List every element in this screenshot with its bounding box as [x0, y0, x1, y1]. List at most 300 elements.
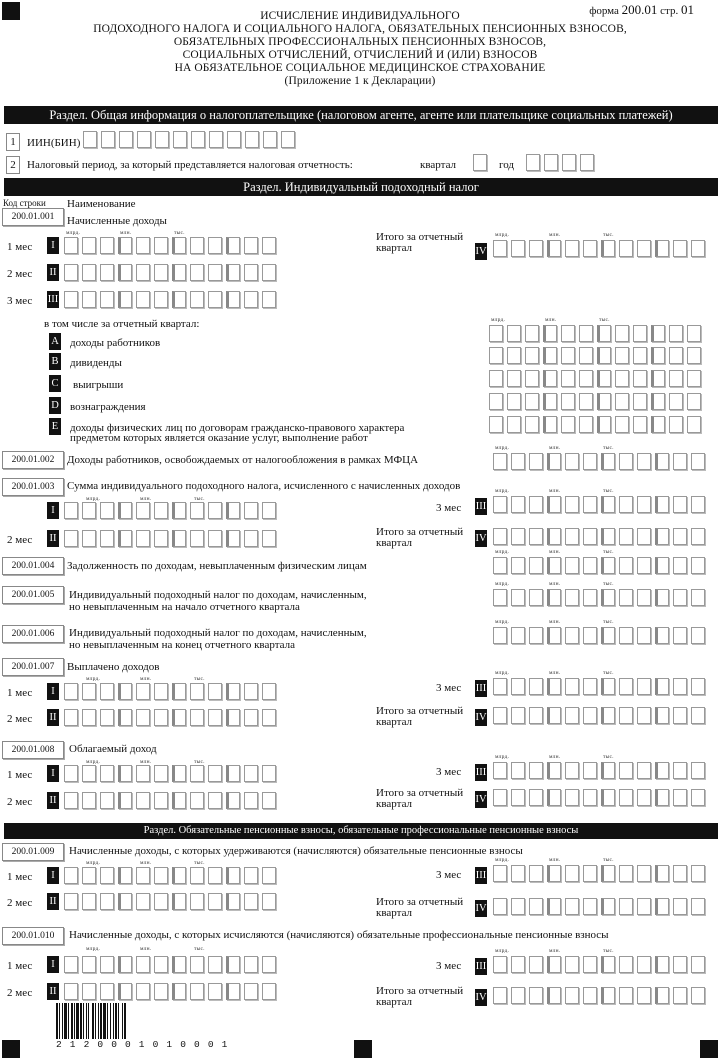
digit-cell[interactable]: [511, 865, 525, 882]
digit-cell[interactable]: [651, 370, 665, 387]
line005-cells[interactable]: [493, 589, 709, 606]
digit-cell[interactable]: [547, 496, 561, 513]
digit-cell[interactable]: [637, 240, 651, 257]
digit-cell[interactable]: [262, 683, 276, 700]
digit-cell[interactable]: [637, 589, 651, 606]
quarter-cell[interactable]: [473, 154, 491, 171]
digit-cell[interactable]: [493, 557, 507, 574]
digit-cell[interactable]: [673, 557, 687, 574]
digit-cell[interactable]: [281, 131, 295, 148]
digit-cell[interactable]: [489, 416, 503, 433]
digit-cell[interactable]: [507, 347, 521, 364]
digit-cell[interactable]: [619, 707, 633, 724]
line007-month3-cells[interactable]: [493, 678, 709, 695]
digit-cell[interactable]: [547, 956, 561, 973]
digit-cell[interactable]: [226, 502, 240, 519]
digit-cell[interactable]: [583, 678, 597, 695]
digit-cell[interactable]: [64, 983, 78, 1000]
digit-cell[interactable]: [633, 370, 647, 387]
digit-cell[interactable]: [190, 867, 204, 884]
digit-cell[interactable]: [669, 325, 683, 342]
digit-cell[interactable]: [597, 347, 611, 364]
digit-cell[interactable]: [583, 496, 597, 513]
digit-cell[interactable]: [136, 867, 150, 884]
digit-cell[interactable]: [190, 765, 204, 782]
digit-cell[interactable]: [64, 765, 78, 782]
digit-cell[interactable]: [64, 867, 78, 884]
digit-cell[interactable]: [583, 707, 597, 724]
iin-bin-cells[interactable]: [83, 131, 299, 148]
digit-cell[interactable]: [226, 530, 240, 547]
digit-cell[interactable]: [525, 370, 539, 387]
digit-cell[interactable]: [262, 765, 276, 782]
digit-cell[interactable]: [190, 683, 204, 700]
digit-cell[interactable]: [136, 709, 150, 726]
digit-cell[interactable]: [547, 589, 561, 606]
digit-cell[interactable]: [637, 627, 651, 644]
digit-cell[interactable]: [208, 956, 222, 973]
digit-cell[interactable]: [190, 264, 204, 281]
digit-cell[interactable]: [244, 502, 258, 519]
digit-cell[interactable]: [118, 709, 132, 726]
digit-cell[interactable]: [82, 530, 96, 547]
digit-cell[interactable]: [244, 956, 258, 973]
digit-cell[interactable]: [493, 589, 507, 606]
digit-cell[interactable]: [172, 893, 186, 910]
digit-cell[interactable]: [547, 987, 561, 1004]
digit-cell[interactable]: [136, 792, 150, 809]
digit-cell[interactable]: [64, 683, 78, 700]
digit-cell[interactable]: [190, 792, 204, 809]
digit-cell[interactable]: [691, 627, 705, 644]
digit-cell[interactable]: [655, 707, 669, 724]
digit-cell[interactable]: [691, 528, 705, 545]
digit-cell[interactable]: [597, 325, 611, 342]
digit-cell[interactable]: [208, 530, 222, 547]
digit-cell[interactable]: [511, 627, 525, 644]
line003-month2-cells[interactable]: [64, 530, 280, 547]
digit-cell[interactable]: [637, 898, 651, 915]
digit-cell[interactable]: [208, 893, 222, 910]
digit-cell[interactable]: [529, 987, 543, 1004]
digit-cell[interactable]: [118, 291, 132, 308]
digit-cell[interactable]: [100, 291, 114, 308]
digit-cell[interactable]: [190, 983, 204, 1000]
digit-cell[interactable]: [511, 898, 525, 915]
digit-cell[interactable]: [154, 956, 168, 973]
digit-cell[interactable]: [651, 347, 665, 364]
line008-month1-cells[interactable]: [64, 765, 280, 782]
digit-cell[interactable]: [64, 237, 78, 254]
digit-cell[interactable]: [673, 987, 687, 1004]
digit-cell[interactable]: [619, 956, 633, 973]
digit-cell[interactable]: [601, 589, 615, 606]
line010-quarter-cells[interactable]: [493, 987, 709, 1004]
digit-cell[interactable]: [64, 502, 78, 519]
digit-cell[interactable]: [493, 987, 507, 1004]
digit-cell[interactable]: [172, 956, 186, 973]
digit-cell[interactable]: [208, 264, 222, 281]
digit-cell[interactable]: [526, 154, 540, 171]
digit-cell[interactable]: [583, 789, 597, 806]
digit-cell[interactable]: [208, 709, 222, 726]
digit-cell[interactable]: [615, 416, 629, 433]
digit-cell[interactable]: [579, 347, 593, 364]
digit-cell[interactable]: [561, 393, 575, 410]
digit-cell[interactable]: [529, 557, 543, 574]
digit-cell[interactable]: [529, 707, 543, 724]
digit-cell[interactable]: [208, 237, 222, 254]
digit-cell[interactable]: [226, 683, 240, 700]
digit-cell[interactable]: [543, 325, 557, 342]
digit-cell[interactable]: [601, 956, 615, 973]
line008-month2-cells[interactable]: [64, 792, 280, 809]
digit-cell[interactable]: [172, 264, 186, 281]
digit-cell[interactable]: [619, 678, 633, 695]
digit-cell[interactable]: [154, 264, 168, 281]
digit-cell[interactable]: [637, 528, 651, 545]
digit-cell[interactable]: [172, 983, 186, 1000]
digit-cell[interactable]: [619, 865, 633, 882]
digit-cell[interactable]: [64, 291, 78, 308]
digit-cell[interactable]: [82, 264, 96, 281]
sub-line-cells-B[interactable]: [489, 347, 705, 364]
digit-cell[interactable]: [190, 502, 204, 519]
digit-cell[interactable]: [673, 678, 687, 695]
digit-cell[interactable]: [637, 865, 651, 882]
digit-cell[interactable]: [637, 557, 651, 574]
digit-cell[interactable]: [82, 683, 96, 700]
digit-cell[interactable]: [565, 453, 579, 470]
digit-cell[interactable]: [493, 678, 507, 695]
digit-cell[interactable]: [64, 264, 78, 281]
digit-cell[interactable]: [100, 867, 114, 884]
digit-cell[interactable]: [262, 867, 276, 884]
digit-cell[interactable]: [226, 237, 240, 254]
digit-cell[interactable]: [525, 347, 539, 364]
digit-cell[interactable]: [154, 867, 168, 884]
digit-cell[interactable]: [691, 678, 705, 695]
digit-cell[interactable]: [673, 789, 687, 806]
digit-cell[interactable]: [673, 453, 687, 470]
digit-cell[interactable]: [579, 393, 593, 410]
digit-cell[interactable]: [547, 678, 561, 695]
digit-cell[interactable]: [100, 264, 114, 281]
digit-cell[interactable]: [619, 589, 633, 606]
line006-cells[interactable]: [493, 627, 709, 644]
digit-cell[interactable]: [208, 502, 222, 519]
digit-cell[interactable]: [226, 867, 240, 884]
digit-cell[interactable]: [172, 765, 186, 782]
digit-cell[interactable]: [154, 502, 168, 519]
digit-cell[interactable]: [136, 502, 150, 519]
digit-cell[interactable]: [669, 347, 683, 364]
digit-cell[interactable]: [154, 237, 168, 254]
digit-cell[interactable]: [208, 867, 222, 884]
digit-cell[interactable]: [262, 291, 276, 308]
line010-month2-cells[interactable]: [64, 983, 280, 1000]
digit-cell[interactable]: [651, 325, 665, 342]
digit-cell[interactable]: [561, 370, 575, 387]
digit-cell[interactable]: [82, 867, 96, 884]
digit-cell[interactable]: [691, 589, 705, 606]
digit-cell[interactable]: [565, 987, 579, 1004]
digit-cell[interactable]: [691, 557, 705, 574]
digit-cell[interactable]: [655, 865, 669, 882]
digit-cell[interactable]: [489, 370, 503, 387]
digit-cell[interactable]: [619, 528, 633, 545]
digit-cell[interactable]: [601, 987, 615, 1004]
digit-cell[interactable]: [226, 983, 240, 1000]
digit-cell[interactable]: [691, 987, 705, 1004]
digit-cell[interactable]: [244, 291, 258, 308]
digit-cell[interactable]: [673, 762, 687, 779]
digit-cell[interactable]: [565, 865, 579, 882]
digit-cell[interactable]: [565, 496, 579, 513]
digit-cell[interactable]: [547, 789, 561, 806]
digit-cell[interactable]: [601, 627, 615, 644]
digit-cell[interactable]: [100, 237, 114, 254]
digit-cell[interactable]: [208, 792, 222, 809]
digit-cell[interactable]: [473, 154, 487, 171]
line003-month3-cells[interactable]: [493, 496, 709, 513]
digit-cell[interactable]: [82, 792, 96, 809]
line007-month1-cells[interactable]: [64, 683, 280, 700]
digit-cell[interactable]: [244, 792, 258, 809]
digit-cell[interactable]: [190, 956, 204, 973]
digit-cell[interactable]: [118, 683, 132, 700]
digit-cell[interactable]: [601, 865, 615, 882]
digit-cell[interactable]: [547, 627, 561, 644]
digit-cell[interactable]: [226, 264, 240, 281]
digit-cell[interactable]: [244, 983, 258, 1000]
digit-cell[interactable]: [507, 416, 521, 433]
digit-cell[interactable]: [137, 131, 151, 148]
digit-cell[interactable]: [583, 453, 597, 470]
digit-cell[interactable]: [583, 589, 597, 606]
digit-cell[interactable]: [547, 453, 561, 470]
digit-cell[interactable]: [565, 528, 579, 545]
digit-cell[interactable]: [637, 987, 651, 1004]
digit-cell[interactable]: [565, 240, 579, 257]
digit-cell[interactable]: [227, 131, 241, 148]
digit-cell[interactable]: [529, 898, 543, 915]
digit-cell[interactable]: [561, 416, 575, 433]
line009-month2-cells[interactable]: [64, 893, 280, 910]
digit-cell[interactable]: [489, 325, 503, 342]
digit-cell[interactable]: [687, 393, 701, 410]
line007-month2-cells[interactable]: [64, 709, 280, 726]
digit-cell[interactable]: [136, 530, 150, 547]
line001-month2-cells[interactable]: [64, 264, 280, 281]
digit-cell[interactable]: [489, 393, 503, 410]
digit-cell[interactable]: [100, 530, 114, 547]
digit-cell[interactable]: [244, 530, 258, 547]
digit-cell[interactable]: [561, 347, 575, 364]
digit-cell[interactable]: [136, 291, 150, 308]
line009-month1-cells[interactable]: [64, 867, 280, 884]
digit-cell[interactable]: [583, 956, 597, 973]
digit-cell[interactable]: [601, 496, 615, 513]
digit-cell[interactable]: [511, 557, 525, 574]
digit-cell[interactable]: [529, 453, 543, 470]
digit-cell[interactable]: [136, 237, 150, 254]
digit-cell[interactable]: [691, 762, 705, 779]
digit-cell[interactable]: [583, 865, 597, 882]
digit-cell[interactable]: [633, 416, 647, 433]
digit-cell[interactable]: [601, 898, 615, 915]
digit-cell[interactable]: [583, 898, 597, 915]
digit-cell[interactable]: [100, 956, 114, 973]
digit-cell[interactable]: [83, 131, 97, 148]
digit-cell[interactable]: [100, 792, 114, 809]
digit-cell[interactable]: [673, 240, 687, 257]
digit-cell[interactable]: [493, 865, 507, 882]
digit-cell[interactable]: [525, 393, 539, 410]
digit-cell[interactable]: [118, 867, 132, 884]
digit-cell[interactable]: [262, 956, 276, 973]
digit-cell[interactable]: [579, 325, 593, 342]
digit-cell[interactable]: [154, 709, 168, 726]
digit-cell[interactable]: [100, 709, 114, 726]
digit-cell[interactable]: [155, 131, 169, 148]
digit-cell[interactable]: [669, 416, 683, 433]
digit-cell[interactable]: [691, 496, 705, 513]
digit-cell[interactable]: [100, 502, 114, 519]
digit-cell[interactable]: [154, 683, 168, 700]
digit-cell[interactable]: [172, 683, 186, 700]
digit-cell[interactable]: [101, 131, 115, 148]
digit-cell[interactable]: [547, 557, 561, 574]
digit-cell[interactable]: [136, 765, 150, 782]
digit-cell[interactable]: [525, 325, 539, 342]
digit-cell[interactable]: [82, 893, 96, 910]
digit-cell[interactable]: [64, 792, 78, 809]
digit-cell[interactable]: [619, 453, 633, 470]
digit-cell[interactable]: [118, 983, 132, 1000]
digit-cell[interactable]: [64, 530, 78, 547]
digit-cell[interactable]: [493, 453, 507, 470]
digit-cell[interactable]: [82, 956, 96, 973]
digit-cell[interactable]: [565, 678, 579, 695]
line003-quarter-cells[interactable]: [493, 528, 709, 545]
digit-cell[interactable]: [673, 589, 687, 606]
digit-cell[interactable]: [136, 264, 150, 281]
digit-cell[interactable]: [100, 765, 114, 782]
digit-cell[interactable]: [511, 496, 525, 513]
line010-month3-cells[interactable]: [493, 956, 709, 973]
digit-cell[interactable]: [619, 762, 633, 779]
line008-month3-cells[interactable]: [493, 762, 709, 779]
digit-cell[interactable]: [547, 240, 561, 257]
digit-cell[interactable]: [511, 589, 525, 606]
line002-cells[interactable]: [493, 453, 709, 470]
digit-cell[interactable]: [511, 453, 525, 470]
digit-cell[interactable]: [565, 627, 579, 644]
digit-cell[interactable]: [547, 762, 561, 779]
digit-cell[interactable]: [687, 347, 701, 364]
digit-cell[interactable]: [172, 530, 186, 547]
digit-cell[interactable]: [565, 557, 579, 574]
digit-cell[interactable]: [226, 709, 240, 726]
digit-cell[interactable]: [507, 370, 521, 387]
digit-cell[interactable]: [687, 370, 701, 387]
digit-cell[interactable]: [655, 898, 669, 915]
digit-cell[interactable]: [655, 762, 669, 779]
digit-cell[interactable]: [208, 983, 222, 1000]
digit-cell[interactable]: [511, 956, 525, 973]
digit-cell[interactable]: [119, 131, 133, 148]
digit-cell[interactable]: [601, 557, 615, 574]
digit-cell[interactable]: [154, 792, 168, 809]
digit-cell[interactable]: [511, 987, 525, 1004]
digit-cell[interactable]: [565, 956, 579, 973]
digit-cell[interactable]: [687, 325, 701, 342]
digit-cell[interactable]: [655, 589, 669, 606]
digit-cell[interactable]: [511, 240, 525, 257]
digit-cell[interactable]: [601, 707, 615, 724]
digit-cell[interactable]: [691, 956, 705, 973]
digit-cell[interactable]: [172, 792, 186, 809]
digit-cell[interactable]: [529, 496, 543, 513]
digit-cell[interactable]: [64, 956, 78, 973]
digit-cell[interactable]: [82, 709, 96, 726]
digit-cell[interactable]: [615, 325, 629, 342]
digit-cell[interactable]: [655, 496, 669, 513]
digit-cell[interactable]: [673, 707, 687, 724]
digit-cell[interactable]: [583, 240, 597, 257]
digit-cell[interactable]: [601, 528, 615, 545]
digit-cell[interactable]: [633, 393, 647, 410]
digit-cell[interactable]: [529, 678, 543, 695]
digit-cell[interactable]: [655, 557, 669, 574]
digit-cell[interactable]: [583, 627, 597, 644]
digit-cell[interactable]: [637, 789, 651, 806]
digit-cell[interactable]: [507, 325, 521, 342]
sub-line-cells-E[interactable]: [489, 416, 705, 433]
digit-cell[interactable]: [64, 709, 78, 726]
line004-cells[interactable]: [493, 557, 709, 574]
digit-cell[interactable]: [190, 893, 204, 910]
digit-cell[interactable]: [511, 762, 525, 779]
digit-cell[interactable]: [691, 707, 705, 724]
digit-cell[interactable]: [619, 789, 633, 806]
digit-cell[interactable]: [154, 893, 168, 910]
digit-cell[interactable]: [82, 502, 96, 519]
digit-cell[interactable]: [561, 325, 575, 342]
digit-cell[interactable]: [190, 291, 204, 308]
digit-cell[interactable]: [579, 370, 593, 387]
digit-cell[interactable]: [226, 792, 240, 809]
digit-cell[interactable]: [673, 528, 687, 545]
digit-cell[interactable]: [100, 683, 114, 700]
digit-cell[interactable]: [544, 154, 558, 171]
digit-cell[interactable]: [655, 789, 669, 806]
digit-cell[interactable]: [562, 154, 576, 171]
digit-cell[interactable]: [507, 393, 521, 410]
digit-cell[interactable]: [547, 528, 561, 545]
digit-cell[interactable]: [673, 898, 687, 915]
digit-cell[interactable]: [565, 589, 579, 606]
digit-cell[interactable]: [208, 765, 222, 782]
digit-cell[interactable]: [244, 867, 258, 884]
line008-quarter-cells[interactable]: [493, 789, 709, 806]
digit-cell[interactable]: [173, 131, 187, 148]
digit-cell[interactable]: [529, 627, 543, 644]
digit-cell[interactable]: [615, 347, 629, 364]
digit-cell[interactable]: [619, 627, 633, 644]
digit-cell[interactable]: [244, 264, 258, 281]
